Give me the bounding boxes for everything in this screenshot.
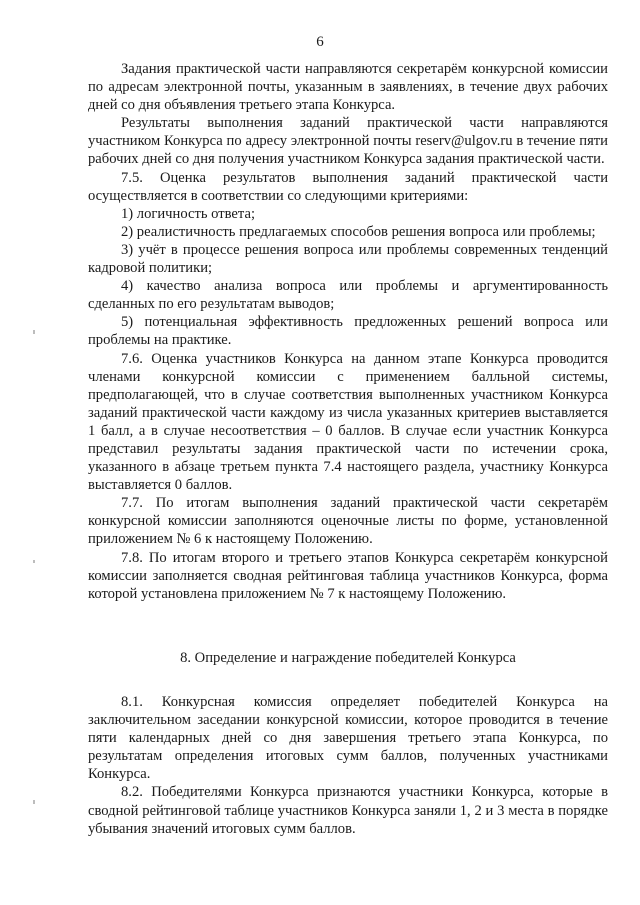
paragraph: 7.5. Оценка результатов выполнения заданий практической части осуществляется в соответствии со следующими критериями: [88, 169, 608, 204]
scan-margin-mark [33, 560, 35, 563]
scan-margin-mark [33, 330, 35, 334]
bottom-text-block [88, 693, 608, 838]
top-text-block [88, 60, 608, 603]
paragraph: 7.8. По итогам второго и третьего этапов Конкурса секретарём конкурсной комиссии заполняется сводная рейтинговая таблица участников Конкурса, форма которой установлена приложением № 7 к настоящему Положению. [88, 549, 608, 602]
section-heading: 8. Определение и награждение победителей Конкурса [180, 650, 516, 666]
paragraph: 8.2. Победителями Конкурса признаются участники Конкурса, которые в сводной рейтинговой таблице участников Конкурса заняли 1, 2 и 3 места в порядке убывания значений итоговых сумм баллов. [88, 784, 608, 837]
paragraph: Задания практической части направляются секретарём конкурсной комиссии по адресам электронной почты, указанным в заявлениях, в течение двух рабочих дней со дня объявления третьего этапа Конкурса. [88, 61, 608, 114]
paragraph: 7.7. По итогам выполнения заданий практической части секретарём конкурсной комиссии заполняются оценочные листы по форме, установленной приложением № 6 к настоящему Положению. [88, 495, 608, 548]
criterion-item: 5) потенциальная эффективность предложенных решений вопроса или проблемы на практике. [88, 314, 608, 349]
page-number: 6 [316, 34, 324, 50]
paragraph: 8.1. Конкурсная комиссия определяет победителей Конкурса на заключительном заседании конкурсной комиссии, которое проводится в течение пяти календарных дней со дня завершения третьего этапа Конкурса, по результатам определения итоговых сумм баллов, полученных участниками Конкурса. [88, 694, 608, 783]
scan-margin-mark [33, 800, 35, 804]
criterion-item: 4) качество анализа вопроса или проблемы и аргументированность сделанных по его результатам выводов; [88, 278, 608, 313]
paragraph: 7.6. Оценка участников Конкурса на данном этапе Конкурса проводится членами конкурсной комиссии с применением балльной системы, предполагающей, что в случае соответствия выполненных участником Конкурса заданий практической части каждому из числа указанных критериев выставляется 1 балл, а в случае несоответствия – 0 баллов. В случае если участник Конкурса представил результаты задания практической части по истечении срока, указанного в абзаце третьем пункта 7.4 настоящего раздела, участнику Конкурса выставляется 0 баллов. [88, 350, 608, 494]
paragraph: Результаты выполнения заданий практической части направляются участником Конкурса по адресу электронной почты reserv@ulgov.ru в течение пяти рабочих дней со дня получения участником Конкурса задания практической части. [88, 115, 608, 168]
criterion-item: 2) реалистичность предлагаемых способов решения вопроса или проблемы; [121, 223, 596, 240]
criterion-item: 3) учёт в процессе решения вопроса или проблемы современных тенденций кадровой политики; [88, 241, 608, 277]
criterion-item: 1) логичность ответа; [121, 205, 256, 222]
